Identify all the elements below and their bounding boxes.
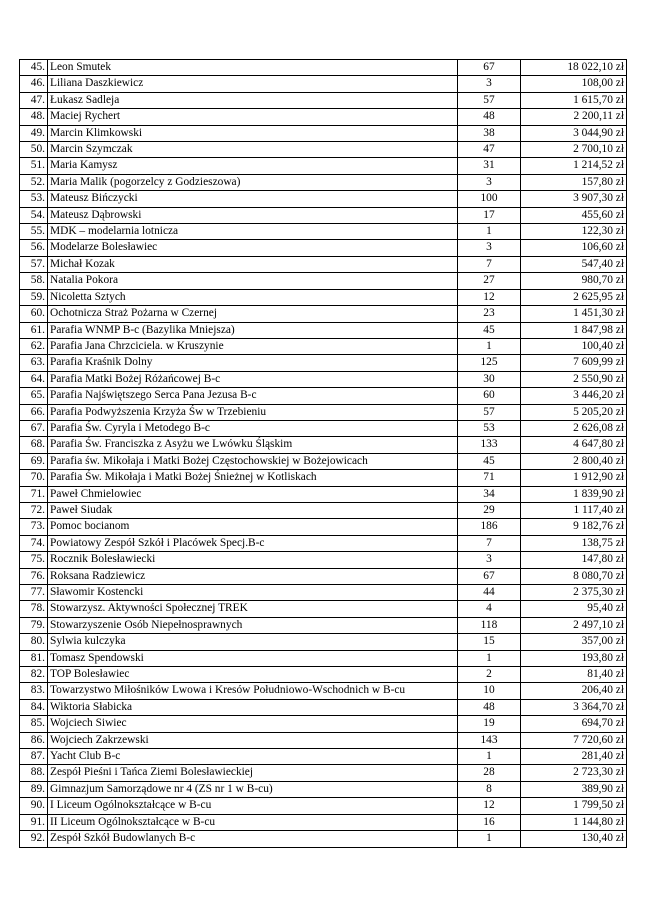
row-amount: 95,40 zł (521, 601, 627, 617)
table-row (20, 420, 627, 436)
row-name: Wojciech Zakrzewski (48, 732, 458, 748)
row-name: Roksana Radziewicz (48, 568, 458, 584)
row-count: 67 (458, 568, 521, 584)
row-amount: 3 907,30 zł (521, 191, 627, 207)
table-row (20, 142, 627, 158)
row-number: 88. (20, 765, 48, 781)
row-name: Modelarze Bolesławiec (48, 240, 458, 256)
row-number: 84. (20, 699, 48, 715)
row-count: 133 (458, 437, 521, 453)
table-row (20, 191, 627, 207)
table-row (20, 437, 627, 453)
row-number: 92. (20, 831, 48, 847)
table-row (20, 781, 627, 797)
table-row (20, 273, 627, 289)
row-amount: 389,90 zł (521, 781, 627, 797)
row-count: 1 (458, 338, 521, 354)
row-amount: 106,60 zł (521, 240, 627, 256)
table-row (20, 60, 627, 76)
row-number: 61. (20, 322, 48, 338)
row-amount: 455,60 zł (521, 207, 627, 223)
table-row (20, 749, 627, 765)
row-count: 17 (458, 207, 521, 223)
table-row (20, 306, 627, 322)
table-row (20, 519, 627, 535)
row-count: 28 (458, 765, 521, 781)
row-amount: 9 182,76 zł (521, 519, 627, 535)
row-amount: 157,80 zł (521, 174, 627, 190)
row-count: 4 (458, 601, 521, 617)
row-name: Leon Smutek (48, 60, 458, 76)
row-amount: 122,30 zł (521, 224, 627, 240)
row-number: 57. (20, 256, 48, 272)
table-row (20, 338, 627, 354)
table-row (20, 601, 627, 617)
donations-table (19, 59, 627, 848)
row-number: 64. (20, 371, 48, 387)
row-name: Gimnazjum Samorządowe nr 4 (ZS nr 1 w B-cu) (48, 781, 458, 797)
table-row (20, 502, 627, 518)
row-number: 45. (20, 60, 48, 76)
row-number: 73. (20, 519, 48, 535)
row-name: Łukasz Sadleja (48, 92, 458, 108)
row-amount: 1 912,90 zł (521, 470, 627, 486)
row-amount: 2 550,90 zł (521, 371, 627, 387)
row-count: 2 (458, 667, 521, 683)
table-row (20, 699, 627, 715)
row-count: 29 (458, 502, 521, 518)
row-number: 68. (20, 437, 48, 453)
row-number: 48. (20, 109, 48, 125)
row-amount: 4 647,80 zł (521, 437, 627, 453)
row-number: 80. (20, 634, 48, 650)
table-row (20, 256, 627, 272)
row-count: 100 (458, 191, 521, 207)
table-row (20, 765, 627, 781)
row-count: 45 (458, 322, 521, 338)
row-count: 47 (458, 142, 521, 158)
row-count: 10 (458, 683, 521, 699)
row-name: Parafia Św. Franciszka z Asyżu we Lwówku Śląskim (48, 437, 458, 453)
row-name: Parafia Matki Bożej Różańcowej B-c (48, 371, 458, 387)
row-count: 48 (458, 109, 521, 125)
table-row (20, 76, 627, 92)
row-count: 60 (458, 388, 521, 404)
row-count: 67 (458, 60, 521, 76)
row-amount: 1 839,90 zł (521, 486, 627, 502)
row-number: 86. (20, 732, 48, 748)
row-name: Parafia Kraśnik Dolny (48, 355, 458, 371)
row-name: Michał Kozak (48, 256, 458, 272)
row-number: 53. (20, 191, 48, 207)
row-count: 45 (458, 453, 521, 469)
row-amount: 3 044,90 zł (521, 125, 627, 141)
row-amount: 1 214,52 zł (521, 158, 627, 174)
row-count: 12 (458, 289, 521, 305)
row-name: Parafia Jana Chrzciciela. w Kruszynie (48, 338, 458, 354)
row-number: 59. (20, 289, 48, 305)
table-row (20, 552, 627, 568)
table-row (20, 814, 627, 830)
row-number: 51. (20, 158, 48, 174)
row-number: 82. (20, 667, 48, 683)
table-row (20, 240, 627, 256)
row-number: 90. (20, 798, 48, 814)
table-row (20, 404, 627, 420)
row-number: 67. (20, 420, 48, 436)
row-number: 89. (20, 781, 48, 797)
row-number: 55. (20, 224, 48, 240)
row-count: 3 (458, 552, 521, 568)
row-amount: 2 200,11 zł (521, 109, 627, 125)
table-row (20, 716, 627, 732)
row-name: II Liceum Ogólnokształcące w B-cu (48, 814, 458, 830)
row-number: 62. (20, 338, 48, 354)
table-row (20, 634, 627, 650)
row-number: 50. (20, 142, 48, 158)
row-name: MDK – modelarnia lotnicza (48, 224, 458, 240)
table-row (20, 667, 627, 683)
table-row (20, 371, 627, 387)
row-name: Parafia Św. Cyryla i Metodego B-c (48, 420, 458, 436)
row-amount: 2 497,10 zł (521, 617, 627, 633)
row-count: 186 (458, 519, 521, 535)
row-number: 72. (20, 502, 48, 518)
row-name: Pomoc bocianom (48, 519, 458, 535)
row-count: 57 (458, 92, 521, 108)
table-row (20, 92, 627, 108)
row-count: 1 (458, 831, 521, 847)
row-count: 16 (458, 814, 521, 830)
row-count: 48 (458, 699, 521, 715)
row-name: Parafia Najświętszego Serca Pana Jezusa B-c (48, 388, 458, 404)
row-name: TOP Bolesławiec (48, 667, 458, 683)
row-number: 69. (20, 453, 48, 469)
row-amount: 7 609,99 zł (521, 355, 627, 371)
row-number: 54. (20, 207, 48, 223)
row-count: 118 (458, 617, 521, 633)
table-row (20, 831, 627, 847)
row-count: 34 (458, 486, 521, 502)
row-name: Liliana Daszkiewicz (48, 76, 458, 92)
row-number: 78. (20, 601, 48, 617)
row-name: Mateusz Bińczycki (48, 191, 458, 207)
row-name: Stowarzyszenie Osób Niepełnosprawnych (48, 617, 458, 633)
row-count: 12 (458, 798, 521, 814)
row-amount: 980,70 zł (521, 273, 627, 289)
row-amount: 2 723,30 zł (521, 765, 627, 781)
row-count: 1 (458, 650, 521, 666)
row-amount: 1 144,80 zł (521, 814, 627, 830)
row-amount: 8 080,70 zł (521, 568, 627, 584)
row-count: 3 (458, 174, 521, 190)
table-row (20, 470, 627, 486)
row-count: 57 (458, 404, 521, 420)
row-amount: 100,40 zł (521, 338, 627, 354)
row-number: 91. (20, 814, 48, 830)
table-row (20, 683, 627, 699)
row-name: I Liceum Ogólnokształcące w B-cu (48, 798, 458, 814)
row-count: 19 (458, 716, 521, 732)
row-amount: 3 364,70 zł (521, 699, 627, 715)
row-amount: 3 446,20 zł (521, 388, 627, 404)
row-number: 76. (20, 568, 48, 584)
row-count: 7 (458, 256, 521, 272)
row-name: Sylwia kulczyka (48, 634, 458, 650)
row-name: Zespół Pieśni i Tańca Ziemi Bolesławieckiej (48, 765, 458, 781)
row-amount: 2 375,30 zł (521, 585, 627, 601)
row-name: Maciej Rychert (48, 109, 458, 125)
table-row (20, 109, 627, 125)
row-amount: 281,40 zł (521, 749, 627, 765)
row-amount: 2 625,95 zł (521, 289, 627, 305)
row-name: Wojciech Siwiec (48, 716, 458, 732)
table-row (20, 322, 627, 338)
row-number: 83. (20, 683, 48, 699)
row-number: 66. (20, 404, 48, 420)
row-amount: 108,00 zł (521, 76, 627, 92)
row-amount: 5 205,20 zł (521, 404, 627, 420)
row-name: Parafia Św. Mikołaja i Matki Bożej Śnieżnej w Kotliskach (48, 470, 458, 486)
row-amount: 547,40 zł (521, 256, 627, 272)
row-name: Tomasz Spendowski (48, 650, 458, 666)
row-count: 53 (458, 420, 521, 436)
row-number: 46. (20, 76, 48, 92)
row-amount: 18 022,10 zł (521, 60, 627, 76)
row-number: 65. (20, 388, 48, 404)
row-number: 85. (20, 716, 48, 732)
row-amount: 130,40 zł (521, 831, 627, 847)
row-amount: 7 720,60 zł (521, 732, 627, 748)
row-count: 3 (458, 76, 521, 92)
row-name: Natalia Pokora (48, 273, 458, 289)
row-amount: 147,80 zł (521, 552, 627, 568)
row-count: 7 (458, 535, 521, 551)
row-name: Towarzystwo Miłośników Lwowa i Kresów Południowo-Wschodnich w B-cu (48, 683, 458, 699)
table-row (20, 732, 627, 748)
row-amount: 1 615,70 zł (521, 92, 627, 108)
table-row (20, 355, 627, 371)
row-amount: 1 117,40 zł (521, 502, 627, 518)
row-amount: 694,70 zł (521, 716, 627, 732)
row-name: Paweł Siudak (48, 502, 458, 518)
row-amount: 206,40 zł (521, 683, 627, 699)
row-number: 77. (20, 585, 48, 601)
row-name: Maria Malik (pogorzelcy z Godzieszowa) (48, 174, 458, 190)
row-name: Wiktoria Słabicka (48, 699, 458, 715)
row-name: Rocznik Bolesławiecki (48, 552, 458, 568)
row-count: 71 (458, 470, 521, 486)
row-count: 143 (458, 732, 521, 748)
row-count: 3 (458, 240, 521, 256)
row-count: 8 (458, 781, 521, 797)
table-row (20, 453, 627, 469)
row-amount: 81,40 zł (521, 667, 627, 683)
row-name: Zespół Szkół Budowlanych B-c (48, 831, 458, 847)
row-count: 31 (458, 158, 521, 174)
row-number: 71. (20, 486, 48, 502)
row-name: Ochotnicza Straż Pożarna w Czernej (48, 306, 458, 322)
row-amount: 1 847,98 zł (521, 322, 627, 338)
row-name: Maria Kamysz (48, 158, 458, 174)
table-row (20, 289, 627, 305)
table-row (20, 585, 627, 601)
row-amount: 1 451,30 zł (521, 306, 627, 322)
table-row (20, 224, 627, 240)
row-count: 27 (458, 273, 521, 289)
row-name: Parafia WNMP B-c (Bazylika Mniejsza) (48, 322, 458, 338)
row-name: Marcin Klimkowski (48, 125, 458, 141)
table-row (20, 798, 627, 814)
row-amount: 138,75 zł (521, 535, 627, 551)
table-row (20, 158, 627, 174)
row-name: Stowarzysz. Aktywności Społecznej TREK (48, 601, 458, 617)
row-number: 58. (20, 273, 48, 289)
row-count: 1 (458, 224, 521, 240)
table-row (20, 535, 627, 551)
table-row (20, 486, 627, 502)
table-row (20, 650, 627, 666)
table-row (20, 388, 627, 404)
row-count: 15 (458, 634, 521, 650)
row-amount: 2 626,08 zł (521, 420, 627, 436)
table-row (20, 617, 627, 633)
table-row (20, 125, 627, 141)
row-name: Sławomir Kostencki (48, 585, 458, 601)
table-row (20, 174, 627, 190)
row-count: 1 (458, 749, 521, 765)
row-count: 23 (458, 306, 521, 322)
row-name: Parafia Podwyższenia Krzyża Św w Trzebieniu (48, 404, 458, 420)
row-number: 52. (20, 174, 48, 190)
row-number: 74. (20, 535, 48, 551)
row-number: 60. (20, 306, 48, 322)
row-number: 75. (20, 552, 48, 568)
row-number: 63. (20, 355, 48, 371)
row-name: Paweł Chmielowiec (48, 486, 458, 502)
row-number: 79. (20, 617, 48, 633)
row-count: 30 (458, 371, 521, 387)
row-number: 81. (20, 650, 48, 666)
table-row (20, 207, 627, 223)
table-body (20, 60, 627, 848)
table-row (20, 568, 627, 584)
row-count: 125 (458, 355, 521, 371)
row-count: 38 (458, 125, 521, 141)
row-amount: 1 799,50 zł (521, 798, 627, 814)
row-number: 49. (20, 125, 48, 141)
row-number: 87. (20, 749, 48, 765)
row-number: 56. (20, 240, 48, 256)
row-name: Powiatowy Zespół Szkół i Placówek Specj.B-c (48, 535, 458, 551)
row-amount: 2 700,10 zł (521, 142, 627, 158)
row-name: Yacht Club B-c (48, 749, 458, 765)
row-name: Parafia św. Mikołaja i Matki Bożej Częstochowskiej w Bożejowicach (48, 453, 458, 469)
row-name: Mateusz Dąbrowski (48, 207, 458, 223)
row-amount: 357,00 zł (521, 634, 627, 650)
row-amount: 193,80 zł (521, 650, 627, 666)
row-number: 70. (20, 470, 48, 486)
row-count: 44 (458, 585, 521, 601)
row-number: 47. (20, 92, 48, 108)
row-name: Marcin Szymczak (48, 142, 458, 158)
row-name: Nicoletta Sztych (48, 289, 458, 305)
row-amount: 2 800,40 zł (521, 453, 627, 469)
